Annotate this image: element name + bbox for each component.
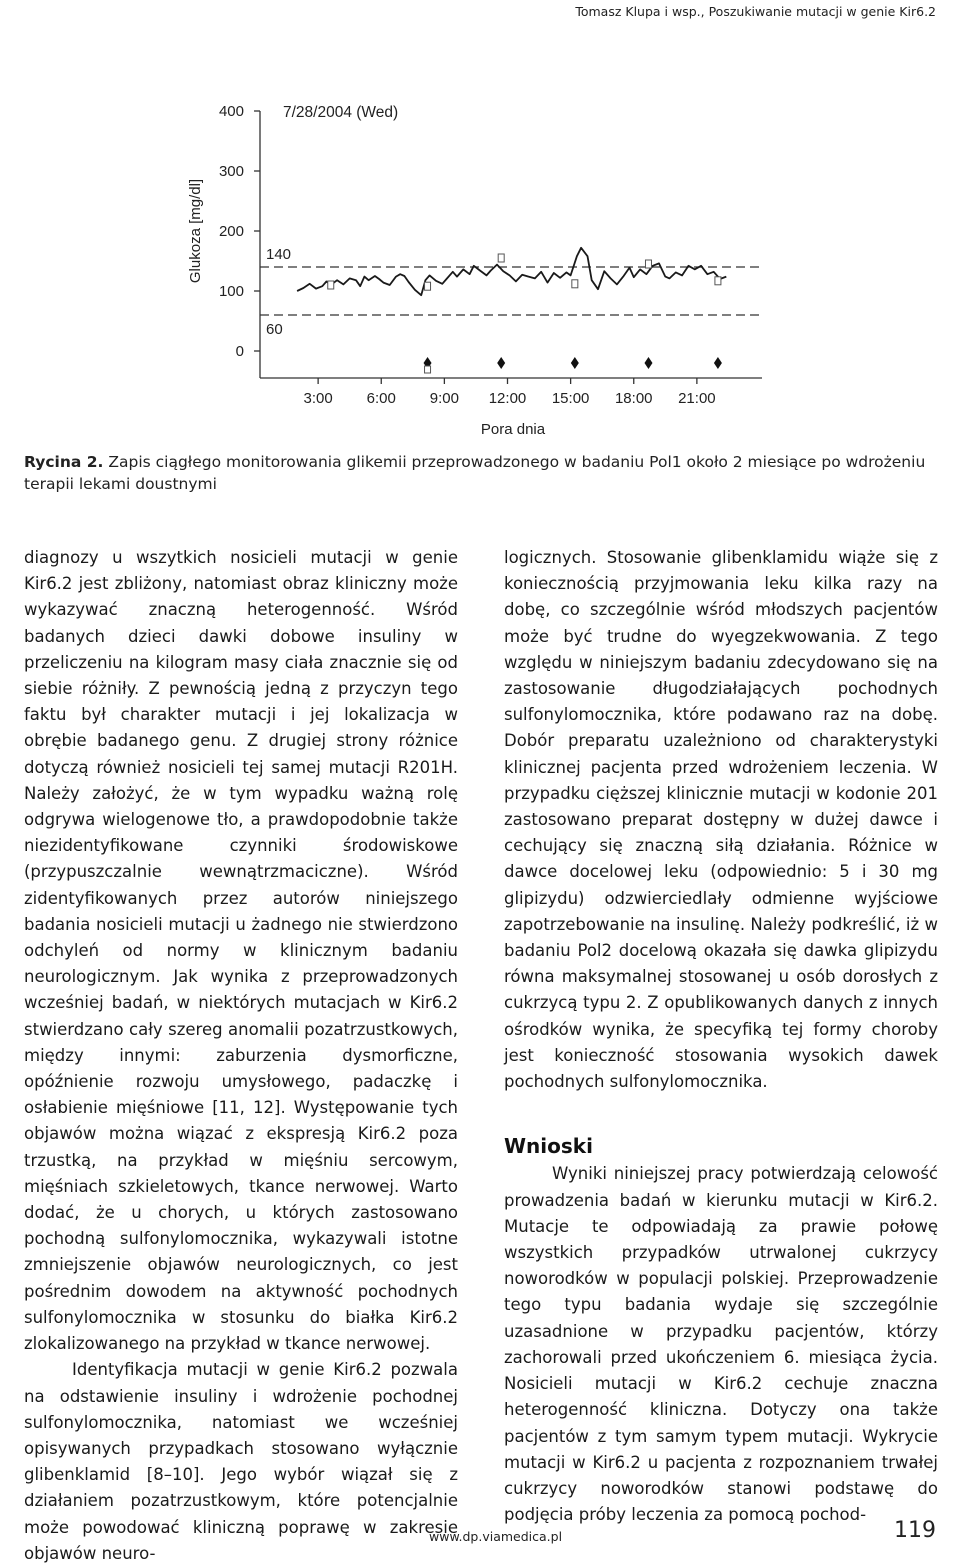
figure-caption	[24, 451, 944, 495]
glucose-chart	[0, 0, 960, 450]
y-tick-label: 0	[235, 343, 244, 360]
x-tick-label: 3:00	[303, 390, 333, 407]
caption-label: Rycina 2.	[24, 453, 104, 471]
y-tick-label: 100	[218, 283, 244, 300]
chart-title: 7/28/2004 (Wed)	[283, 104, 399, 121]
x-tick-label: 15:00	[551, 390, 590, 407]
x-tick-label: 18:00	[614, 390, 653, 407]
right-column	[504, 545, 938, 1528]
x-tick-label: 6:00	[366, 390, 396, 407]
left-column	[24, 545, 458, 1567]
x-axis-label: Pora dnia	[480, 421, 546, 438]
right-paragraph-1: logicznych. Stosowanie glibenklamidu wiąże się z koniecznością przyjmowania leku kilka razy na dobę, co szczególnie wśród młodszych pacjentów może być trudne do wyegzekwowania. Z tego względu w niniejszym badaniu zdecydowano się na zastosowanie długodziałających pochodnych sulfonylomocznika, które podawano raz na dobę. Dobór preparatu uzależniono od charakterystyki klinicznej pacjenta przed wdrożeniem leczenia. W przypadku cięższej klinicznie mutacji w kodonie 201 zastosowano preparat dostępny w dużej dawce i cechujący się znaczną siłą działania. Różnice w dawce docelowej leku (odpowiednio: 5 i 30 mg glipizydu) odzwierciedlały odmienne wyjściowe zapotrzebowanie na insulinę. Należy podkreślić, iż w badaniu Pol2 docelową okazała się dawka glipizydu równa maksymalnej stosowanej u osób dorosłych z cukrzycą typu 2. Z opublikowanych danych z innych ośrodków wynika, że specyfiką tej formy choroby jest konieczność stosowania wysokich dawek pochodnych sulfonylomocznika.	[504, 548, 938, 1092]
y-tick-label: 300	[218, 163, 244, 180]
meter-reading-marker	[498, 254, 504, 262]
glucose-trace-line	[297, 248, 726, 295]
left-paragraph-2: Identyfikacja mutacji w genie Kir6.2 pozwala na odstawienie insuliny i wdrożenie pochodnej sulfonylomocznika, natomiast we wcześniej opisywanych przypadkach stosowano wyłącznie glibenklamid [8–10]. Jego wybór wiązał się z działaniem pozatrzustkowym, które potencjalnie może powodować kliniczną poprawę w zakresie objawów neuro-	[24, 1360, 458, 1563]
event-diamond-marker	[644, 357, 652, 369]
event-diamond-marker	[497, 357, 505, 369]
left-paragraph-1: diagnozy u wszytkich nosicieli mutacji w genie Kir6.2 jest zbliżony, natomiast obraz kliniczny może wykazywać znaczną heterogenność. Wśród badanych dzieci dawki dobowe insuliny w przeliczeniu na kilogram masy ciała znacznie się od siebie różniły. Z pewnością jedną z przyczyn tego faktu był charakter mutacji i jej lokalizacja w obrębie badanego genu. Z drugiej strony różnice dotyczą również nosicieli tej samej mutacji R201H. Należy założyć, że w tym wypadku ważną rolę odgrywa wielogenowe tło, a prawdopodobnie także niezidentyfikowane czynniki środowiskowe (przypuszczalnie wewnątrzmaciczne). Wśród zidentyfikowanych przez autorów niniejszego badania nosicieli mutacji u żadnego nie stwierdzono odchyleń od normy w klinicznym badaniu neurologicznym. Jak wynika z przeprowadzonych wcześniej badań, w niektórych mutacjach w Kir6.2 stwierdzano cały szereg anomalii pozatrzustkowych, między innymi: zaburzenia dysmorficzne, opóźnienie rozwoju umysłowego, padaczkę i osłabienie mięśniowe [11, 12]. Występowanie tych objawów można wiązać z ekspresją Kir6.2 poza trzustką, na przykład w mięśniu sercowym, mięśniach szkieletowych, tkance nerwowej. Warto dodać, że u chorych, u których zastosowano pochodną sulfonylomocznika, wykazywali istotne zmniejszenie objawów neurologicznych, co jest pośrednim dowodem na aktywność pochodnych sulfonylomocznika w stosunku do białka Kir6.2 zlokalizowanego na przykład w tkance nerwowej.	[24, 548, 458, 1354]
meter-reading-marker	[572, 280, 578, 288]
meter-reading-marker	[715, 277, 721, 285]
event-diamond-marker	[571, 357, 579, 369]
reference-line-label: 140	[266, 246, 292, 263]
meter-reading-marker	[328, 281, 334, 289]
running-head: Tomasz Klupa i wsp., Poszukiwanie mutacji w genie Kir6.2	[575, 4, 936, 19]
y-tick-label: 200	[218, 223, 244, 240]
right-paragraph-2: Wyniki niniejszej pracy potwierdzają celowość prowadzenia badań w kierunku mutacji w Kir6.2. Mutacje te odpowiadają za prawie połowę wszystkich przypadków utrwalonej cukrzycy noworodków w populacji polskiej. Przeprowadzenie tego typu badania wydaje się szczególnie uzasadnione w przypadku pacjentów, którzy zachorowali przed ukończeniem 6. miesiąca życia. Nosicieli mutacji w Kir6.2 cechuje znaczna heterogenność kliniczna. Dotyczy ona także pacjentów z tym samym typem mutacji. Wykrycie mutacji w Kir6.2 u pacjenta z rozpoznaniem trwałej cukrzycy noworodków stanowi podstawę do podjęcia próby leczenia za pomocą pochod-	[504, 1164, 938, 1525]
x-tick-label: 21:00	[678, 390, 716, 407]
meter-reading-marker	[645, 260, 651, 268]
glucose-chart-svg	[0, 0, 960, 450]
section-heading-wnioski: Wnioski	[504, 1134, 593, 1159]
footer-url[interactable]: www.dp.viamedica.pl	[429, 1529, 563, 1544]
y-axis-label: Glukoza [mg/dl]	[187, 178, 204, 284]
meter-reading-marker	[425, 282, 431, 290]
caption-text: Zapis ciągłego monitorowania glikemii przeprowadzonego w badaniu Pol1 około 2 miesiące po wdrożeniu terapii lekami doustnymi	[24, 453, 926, 493]
x-tick-label: 9:00	[429, 390, 459, 407]
event-diamond-marker	[714, 357, 722, 369]
event-extra-marker	[425, 366, 431, 373]
y-tick-label: 400	[218, 103, 244, 120]
x-tick-label: 12:00	[488, 390, 527, 407]
reference-line-label: 60	[266, 321, 283, 338]
page-number: 119	[894, 1518, 936, 1543]
